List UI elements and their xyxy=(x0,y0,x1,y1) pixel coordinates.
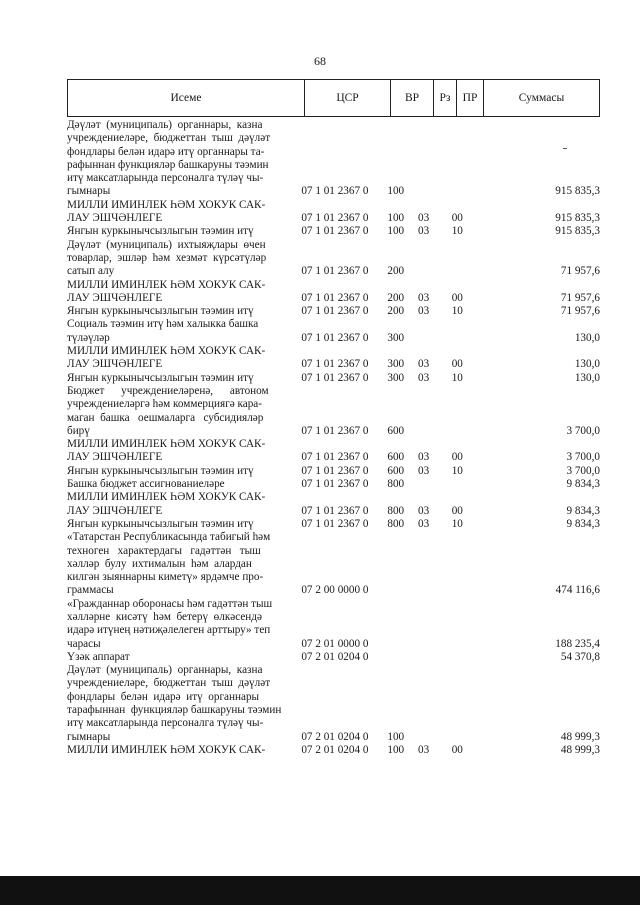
row-csr: 07 1 01 2367 0 xyxy=(301,358,369,371)
row-name: Үзәк аппарат xyxy=(67,650,130,663)
row-csr: 07 1 01 2367 0 xyxy=(301,331,369,344)
row-vr: 600 xyxy=(387,464,405,477)
row-sum: 130,0 xyxy=(574,371,600,384)
row-rz: 03 xyxy=(418,358,430,371)
row-pr: 00 xyxy=(451,451,463,464)
table-row xyxy=(67,438,600,465)
table-row xyxy=(67,225,600,238)
table-row xyxy=(67,531,600,597)
row-vr: 100 xyxy=(387,225,405,238)
row-csr: 07 2 01 0204 0 xyxy=(301,743,369,756)
row-rz: 03 xyxy=(418,305,430,318)
row-name: Янгын куркынычсызлыгын тәэмин итү xyxy=(67,225,254,238)
row-name: «Татарстан Республикасында табигый һәм техноген характердагы гадәттән тыш хәлләр булу ихтималын һәм алардан килгән зыяннарны киметү» ярдәмче про- граммасы xyxy=(67,531,271,597)
row-vr: 600 xyxy=(387,424,405,437)
row-pr: 00 xyxy=(451,358,463,371)
row-csr: 07 1 01 2367 0 xyxy=(301,424,369,437)
row-sum: 71 957,6 xyxy=(560,265,600,278)
row-name: Социаль тәэмин итү һәм халыкка башка түләүләр xyxy=(67,318,259,344)
table-row xyxy=(67,491,600,518)
row-name: МИЛЛИ ИМИНЛЕК ҺӘМ ХОКУК САК- ЛАУ ЭШЧӘНЛЕГЕ xyxy=(67,198,266,225)
table-row xyxy=(67,465,600,478)
row-name: Янгын куркынычсызлыгын тәэмин итү xyxy=(67,305,254,318)
row-sum: 9 834,3 xyxy=(566,478,600,491)
row-sum: 915 835,3 xyxy=(555,225,600,238)
row-csr: 07 1 01 2367 0 xyxy=(301,371,369,384)
table-row xyxy=(67,598,600,651)
row-rz: 03 xyxy=(418,291,430,304)
header-vr: ВР xyxy=(390,80,433,116)
table-row xyxy=(67,119,600,199)
table-row xyxy=(67,385,600,438)
row-vr: 100 xyxy=(387,212,405,225)
table-row xyxy=(67,744,600,757)
row-vr: 800 xyxy=(387,517,405,530)
row-sum: 71 957,6 xyxy=(560,291,600,304)
table-row xyxy=(67,345,600,372)
row-name: МИЛЛИ ИМИНЛЕК ҺӘМ ХОКУК САК- ЛАУ ЭШЧӘНЛЕГЕ xyxy=(67,278,266,304)
table-body xyxy=(67,119,600,757)
row-csr: 07 1 01 2367 0 xyxy=(301,504,369,517)
row-name: МИЛЛИ ИМИНЛЕК ҺӘМ ХОКУК САК- ЛАУ ЭШЧӘНЛЕГЕ xyxy=(67,491,266,517)
row-pr: 10 xyxy=(451,371,463,384)
row-name: Башка бюджет ассигнованиеләре xyxy=(67,478,225,491)
row-name: Дәүләт (муниципаль) органнары, казна учреждениеләре, бюджеттан тыш дәүләт фондлары белән идарә итү органнары та- рафыннан функцияләр башкаруны тәэмин итү максатларында персоналга түләү чы- гымнары xyxy=(67,119,271,198)
row-csr: 07 1 01 2367 0 xyxy=(301,225,369,238)
row-sum: 3 700,0 xyxy=(566,424,600,437)
row-name: Янгын куркынычсызлыгын тәэмин итү xyxy=(67,517,254,530)
row-csr: 07 1 01 2367 0 xyxy=(301,185,369,198)
row-name: Дәүләт (муниципаль) органнары, казна учреждениеләре, бюджеттан тыш дәүләт фондлары белән идарә итү органнары тарафыннан функцияләр башкаруны тәэмин итү максатларында персоналга түләү чы- гымнары xyxy=(67,664,282,743)
row-name: МИЛЛИ ИМИНЛЕК ҺӘМ ХОКУК САК- ЛАУ ЭШЧӘНЛЕГЕ xyxy=(67,438,266,464)
row-name: Бюджет учреждениеләренә, автоном учреждениеләргә һәм коммерциягә кара- маган башка оешмаларга субсидияләр бирү xyxy=(67,384,269,437)
table-row xyxy=(67,279,600,306)
table-row xyxy=(67,478,600,491)
table-header xyxy=(67,79,600,117)
row-vr: 200 xyxy=(387,265,405,278)
row-csr: 07 1 01 2367 0 xyxy=(301,305,369,318)
row-vr: 300 xyxy=(387,331,405,344)
header-rz: Рз xyxy=(433,80,456,116)
header-csr: ЦСР xyxy=(304,80,390,116)
row-csr: 07 1 01 2367 0 xyxy=(301,464,369,477)
header-pr: ПР xyxy=(456,80,483,116)
row-rz: 03 xyxy=(418,371,430,384)
row-name: Дәүләт (муниципаль) ихтыяҗлары өчен товарлар, эшләр һәм хезмәт күрсәтүләр сатып алу xyxy=(67,238,267,278)
row-sum: 130,0 xyxy=(574,358,600,371)
row-name: Янгын куркынычсызлыгын тәэмин итү xyxy=(67,371,254,384)
row-csr: 07 1 01 2367 0 xyxy=(301,478,369,491)
row-sum: 130,0 xyxy=(574,331,600,344)
row-vr: 100 xyxy=(387,730,405,743)
row-vr: 200 xyxy=(387,291,405,304)
row-csr: 07 1 01 2367 0 xyxy=(301,291,369,304)
row-csr: 07 2 01 0204 0 xyxy=(301,650,369,663)
row-vr: 800 xyxy=(387,504,405,517)
row-vr: 300 xyxy=(387,358,405,371)
row-name: Янгын куркынычсызлыгын тәэмин итү xyxy=(67,464,254,477)
row-pr: 10 xyxy=(451,464,463,477)
row-sum: 54 370,8 xyxy=(560,650,600,663)
row-sum: 48 999,3 xyxy=(560,730,600,743)
row-sum: 48 999,3 xyxy=(560,743,600,756)
row-name: «Гражданнар оборонасы һәм гадәттән тыш хәлләрне кисәтү һәм бетерү өлкәсендә идарә итүнең нәтиҗәлелеген арттыру» теп чарасы xyxy=(67,597,273,650)
row-pr: 10 xyxy=(451,305,463,318)
row-pr: 10 xyxy=(451,517,463,530)
row-rz: 03 xyxy=(418,517,430,530)
row-name: МИЛЛИ ИМИНЛЕК ҺӘМ ХОКУК САК- ЛАУ ЭШЧӘНЛЕГЕ xyxy=(67,345,266,371)
row-csr: 07 2 00 0000 0 xyxy=(301,584,369,597)
row-vr: 100 xyxy=(387,743,405,756)
header-name: Исеме xyxy=(170,92,202,104)
row-rz: 03 xyxy=(418,225,430,238)
row-vr: 200 xyxy=(387,305,405,318)
row-vr: 600 xyxy=(387,451,405,464)
row-csr: 07 1 01 2367 0 xyxy=(301,265,369,278)
row-sum: 915 835,3 xyxy=(555,185,600,198)
row-pr: 00 xyxy=(451,291,463,304)
table-row xyxy=(67,651,600,664)
row-sum: 9 834,3 xyxy=(566,504,600,517)
table-row xyxy=(67,199,600,226)
table-row xyxy=(67,664,600,744)
page-number: 68 xyxy=(314,54,326,68)
row-csr: 07 1 01 2367 0 xyxy=(301,517,369,530)
row-rz: 03 xyxy=(418,464,430,477)
row-pr: 10 xyxy=(451,225,463,238)
row-sum: 3 700,0 xyxy=(566,464,600,477)
row-sum: 474 116,6 xyxy=(555,584,600,597)
table-row xyxy=(67,305,600,318)
row-rz: 03 xyxy=(418,451,430,464)
row-sum: 3 700,0 xyxy=(566,451,600,464)
table-row xyxy=(67,372,600,385)
row-sum: 71 957,6 xyxy=(560,305,600,318)
row-pr: 00 xyxy=(451,504,463,517)
row-pr: 00 xyxy=(451,743,463,756)
row-sum: 188 235,4 xyxy=(555,637,600,650)
row-pr: 00 xyxy=(451,212,463,225)
header-sum: Суммасы xyxy=(483,80,599,116)
row-name: МИЛЛИ ИМИНЛЕК ҺӘМ ХОКУК САК- xyxy=(67,743,266,756)
row-vr: 300 xyxy=(387,371,405,384)
row-csr: 07 1 01 2367 0 xyxy=(301,212,369,225)
row-csr: 07 2 01 0000 0 xyxy=(301,637,369,650)
row-rz: 03 xyxy=(418,504,430,517)
row-csr: 07 1 01 2367 0 xyxy=(301,451,369,464)
row-sum: 915 835,3 xyxy=(555,212,600,225)
row-vr: 800 xyxy=(387,478,405,491)
row-rz: 03 xyxy=(418,743,430,756)
row-vr: 100 xyxy=(387,185,405,198)
scan-edge-bar xyxy=(0,876,640,905)
table-row xyxy=(67,318,600,345)
row-rz: 03 xyxy=(418,212,430,225)
row-sum: 9 834,3 xyxy=(566,517,600,530)
row-csr: 07 2 01 0204 0 xyxy=(301,730,369,743)
table-row xyxy=(67,239,600,279)
table-row xyxy=(67,518,600,531)
